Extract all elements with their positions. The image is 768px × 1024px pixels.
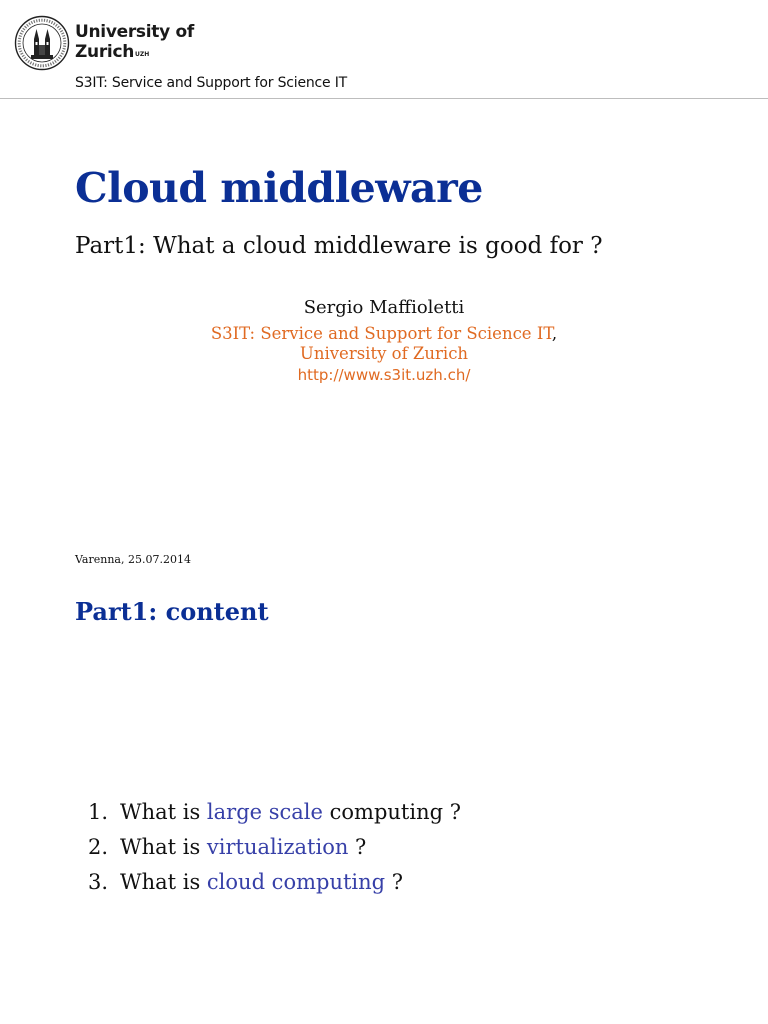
date-location: Varenna, 25.07.2014 <box>75 553 191 566</box>
affiliation-university: University of Zurich <box>299 344 469 363</box>
affiliation-url-line <box>0 365 768 385</box>
list-item-number: 2. <box>88 835 109 859</box>
section-title: Part1: content <box>75 597 269 626</box>
list-item-number: 1. <box>88 800 109 824</box>
page-header <box>0 0 768 99</box>
list-item-highlight[interactable]: large scale <box>206 800 323 824</box>
university-line2: Zurich$^{UZH}$ <box>75 42 150 62</box>
list-item-highlight[interactable]: cloud computing <box>206 870 386 894</box>
list-item-text: computing ? <box>322 800 461 824</box>
affiliation-org-line <box>0 324 768 344</box>
list-item <box>88 832 461 867</box>
university-line1: University of <box>75 22 194 42</box>
affiliation-comma: , <box>551 324 558 343</box>
department-name: S3IT: Service and Support for Science IT <box>75 75 347 91</box>
list-item-text: What is <box>120 870 207 894</box>
author-name: Sergio Maffioletti <box>303 297 465 318</box>
list-item-text: What is <box>120 800 207 824</box>
list-item-number: 3. <box>88 870 109 894</box>
university-seal-logo <box>14 15 70 71</box>
list-item <box>88 797 461 832</box>
list-item-highlight[interactable]: virtualization <box>206 835 349 859</box>
affiliation <box>0 324 768 364</box>
subtitle: Part1: What a cloud middleware is good for ? <box>75 233 603 259</box>
university-name <box>75 22 194 62</box>
list-item-text: ? <box>385 870 404 894</box>
affiliation-org-link[interactable]: S3IT: Service and Support for Science IT <box>210 324 552 343</box>
uzh-superscript: UZH <box>135 51 150 58</box>
content-list <box>88 797 461 902</box>
list-item-text: ? <box>348 835 367 859</box>
page-title: Cloud middleware <box>75 164 483 212</box>
list-item <box>88 867 461 902</box>
affiliation-url-link[interactable]: http://www.s3it.uzh.ch/ <box>297 366 471 384</box>
list-item-text: What is <box>120 835 207 859</box>
